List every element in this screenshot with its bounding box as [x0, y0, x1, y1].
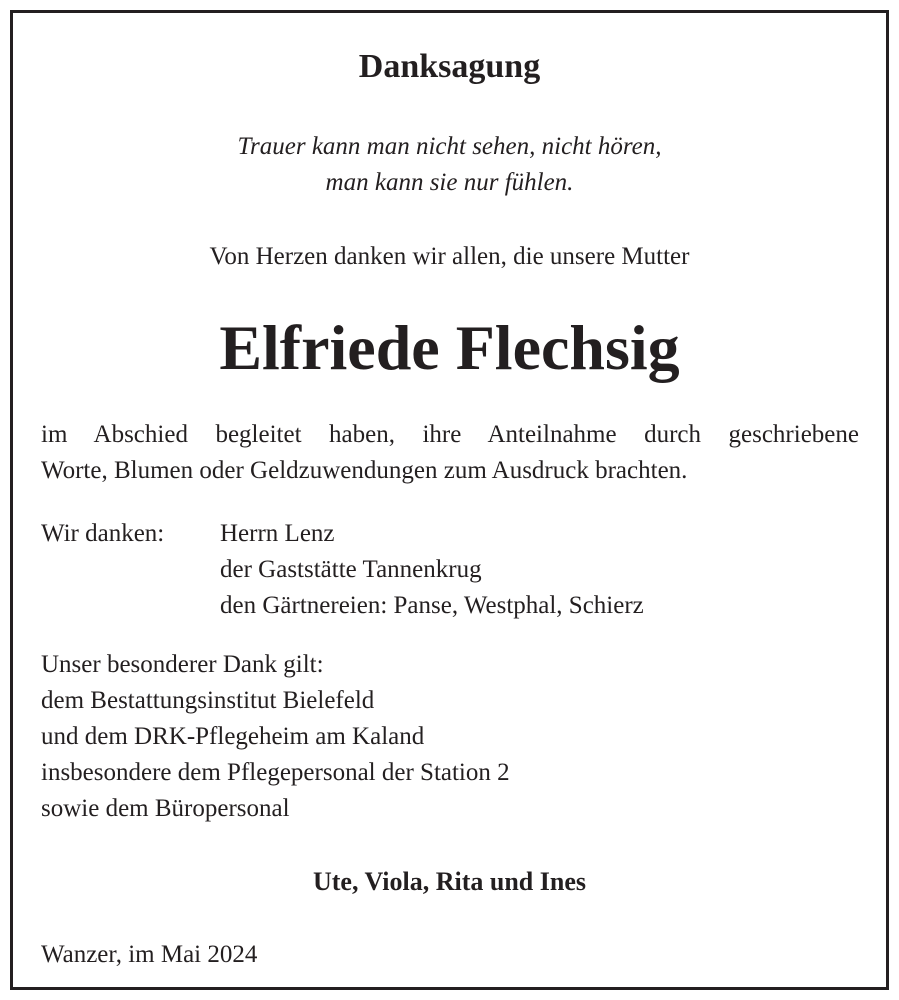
place-date: Wanzer, im Mai 2024	[41, 941, 258, 968]
special-thanks	[41, 647, 510, 827]
thanks-item: der Gaststätte Tannenkrug	[220, 556, 482, 583]
intro-text: Von Herzen danken wir allen, die unsere Mutter	[209, 243, 690, 270]
motto-line: Trauer kann man nicht sehen, nicht hören,	[237, 133, 662, 160]
motto-line: man kann sie nur fühlen.	[325, 169, 574, 196]
special-thanks-line: dem Bestattungsinstitut Bielefeld	[41, 687, 375, 714]
special-thanks-line: sowie dem Büropersonal	[41, 795, 290, 822]
thanks-paragraph	[41, 417, 859, 489]
paragraph-line: Worte, Blumen oder Geldzuwendungen zum Ausdruck brachten.	[41, 457, 688, 484]
motto-quote	[13, 129, 886, 201]
special-thanks-line: insbesondere dem Pflegepersonal der Station 2	[41, 759, 510, 786]
special-thanks-line: Unser besonderer Dank gilt:	[41, 651, 324, 678]
thanks-list	[220, 516, 644, 624]
paragraph-line: im Abschied begleitet haben, ihre Anteilnahme durch geschriebene	[41, 421, 859, 448]
thanks-label: Wir danken:	[41, 520, 165, 547]
thanks-item: den Gärtnereien: Panse, Westphal, Schierz	[220, 592, 644, 619]
notice-title: Danksagung	[358, 48, 541, 85]
notice-frame	[10, 10, 889, 990]
special-thanks-line: und dem DRK-Pflegeheim am Kaland	[41, 723, 425, 750]
deceased-name: Elfriede Flechsig	[219, 312, 680, 383]
thanks-item: Herrn Lenz	[220, 520, 335, 547]
signature: Ute, Viola, Rita und Ines	[312, 867, 587, 896]
